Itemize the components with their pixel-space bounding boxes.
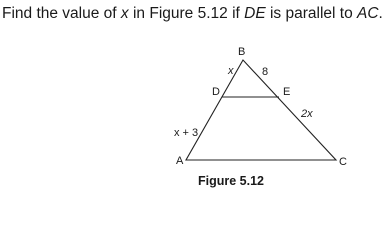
- vertex-e-label: E: [283, 86, 291, 98]
- vertex-c-label: C: [339, 156, 347, 168]
- problem-text-middle: in Figure 5.12 if: [128, 5, 245, 22]
- figure-caption: Figure 5.12: [198, 174, 264, 188]
- problem-text-parallel: is parallel to: [265, 5, 357, 22]
- vertex-a-label: A: [176, 155, 184, 167]
- side-bd-label: x: [228, 65, 234, 77]
- side-be-label: 8: [262, 66, 269, 78]
- segment-ac: AC: [357, 5, 379, 22]
- vertex-d-label: D: [212, 86, 220, 98]
- side-da-label: x + 3: [174, 127, 199, 139]
- variable-x: x: [120, 5, 129, 22]
- segment-de: DE: [244, 5, 266, 22]
- problem-text-end: .: [378, 5, 383, 22]
- side-ec-label: 2x: [301, 108, 313, 120]
- problem-text-before: Find the value of: [2, 5, 121, 22]
- triangle-abc: [186, 60, 336, 160]
- vertex-b-label: B: [238, 46, 246, 58]
